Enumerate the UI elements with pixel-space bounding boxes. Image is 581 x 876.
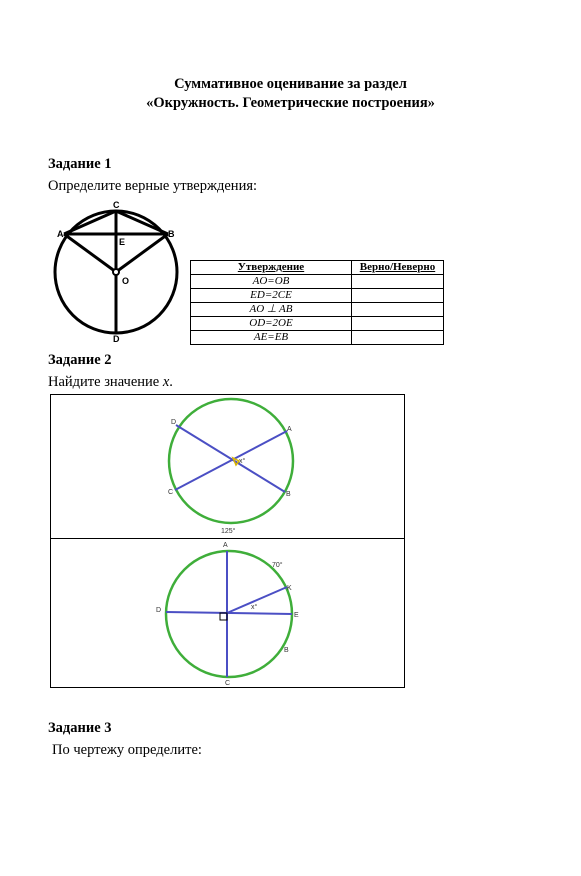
statement-cell: ED=2CE [191, 289, 352, 303]
figure2-label-arc: 70° [272, 562, 283, 569]
task1-segment-bc [116, 211, 168, 234]
task1-label-b: B [168, 229, 175, 239]
statement-cell: AO=OB [191, 275, 352, 289]
figure1-label-x: x° [239, 458, 246, 465]
task2-figure2 [51, 539, 404, 687]
task1-label-a: A [57, 229, 64, 239]
task2-prompt [48, 374, 173, 391]
task1-label-d: D [113, 334, 120, 344]
figure2-label-k: K [287, 585, 292, 592]
task1-label-c: C [113, 200, 120, 210]
task1-heading: Задание 1 [48, 156, 112, 172]
figure2-label-a: A [223, 542, 228, 549]
verdict-cell[interactable] [352, 289, 444, 303]
figure1-chord-ca [175, 431, 287, 490]
task1-circle-figure [50, 198, 185, 344]
figure1-label-a: A [287, 426, 292, 433]
verdict-cell[interactable] [352, 331, 444, 345]
task2-prompt-suffix: . [169, 374, 173, 390]
task1-label-e: E [119, 237, 126, 247]
figure2-label-c: C [225, 680, 231, 687]
figure2-label-b: B [284, 647, 289, 654]
verdict-cell[interactable] [352, 317, 444, 331]
task1-prompt: Определите верные утверждения: [48, 178, 258, 194]
task1-label-o: O [122, 276, 130, 286]
task2-figure1 [51, 395, 404, 538]
task1-statements-table [190, 260, 444, 345]
task2-heading: Задание 2 [48, 352, 112, 368]
figure1-label-b: B [286, 491, 291, 498]
figure1-label-d: D [171, 419, 177, 426]
table-header-row [191, 261, 444, 275]
table-row [191, 275, 444, 289]
statement-cell: AO ⊥ AB [191, 303, 352, 317]
verdict-cell[interactable] [352, 303, 444, 317]
table-row [191, 289, 444, 303]
figure2-label-d: D [156, 607, 162, 614]
verdict-cell[interactable] [352, 275, 444, 289]
task1-segment-ac [64, 211, 116, 234]
figure2-right-angle-mark [220, 613, 227, 620]
statement-cell: AE=EB [191, 331, 352, 345]
figure2-label-x: x° [251, 604, 258, 611]
task2-figure1-frame [50, 394, 405, 539]
task1-segment-ao [64, 234, 116, 272]
task2-prompt-variable: x [162, 374, 170, 390]
statement-cell: OD=2OE [191, 317, 352, 331]
task3-prompt: По чертежу определите: [52, 742, 202, 758]
task2-prompt-text: Найдите значение [48, 374, 163, 390]
table-row [191, 331, 444, 345]
document-title-line2: «Окружность. Геометрические построения» [146, 95, 435, 111]
figure1-label-arc: 125° [221, 528, 236, 535]
table-row [191, 303, 444, 317]
task3-heading: Задание 3 [48, 720, 112, 736]
task1-center-point [113, 269, 119, 275]
task2-figure2-frame [50, 538, 405, 688]
figure1-label-c: C [168, 489, 174, 496]
table-row [191, 317, 444, 331]
table-header-statement: Утверждение [191, 261, 352, 275]
table-header-verdict: Верно/Неверно [352, 261, 444, 275]
document-title-line1: Суммативное оценивание за раздел [174, 76, 407, 92]
figure2-label-e: E [294, 612, 299, 619]
